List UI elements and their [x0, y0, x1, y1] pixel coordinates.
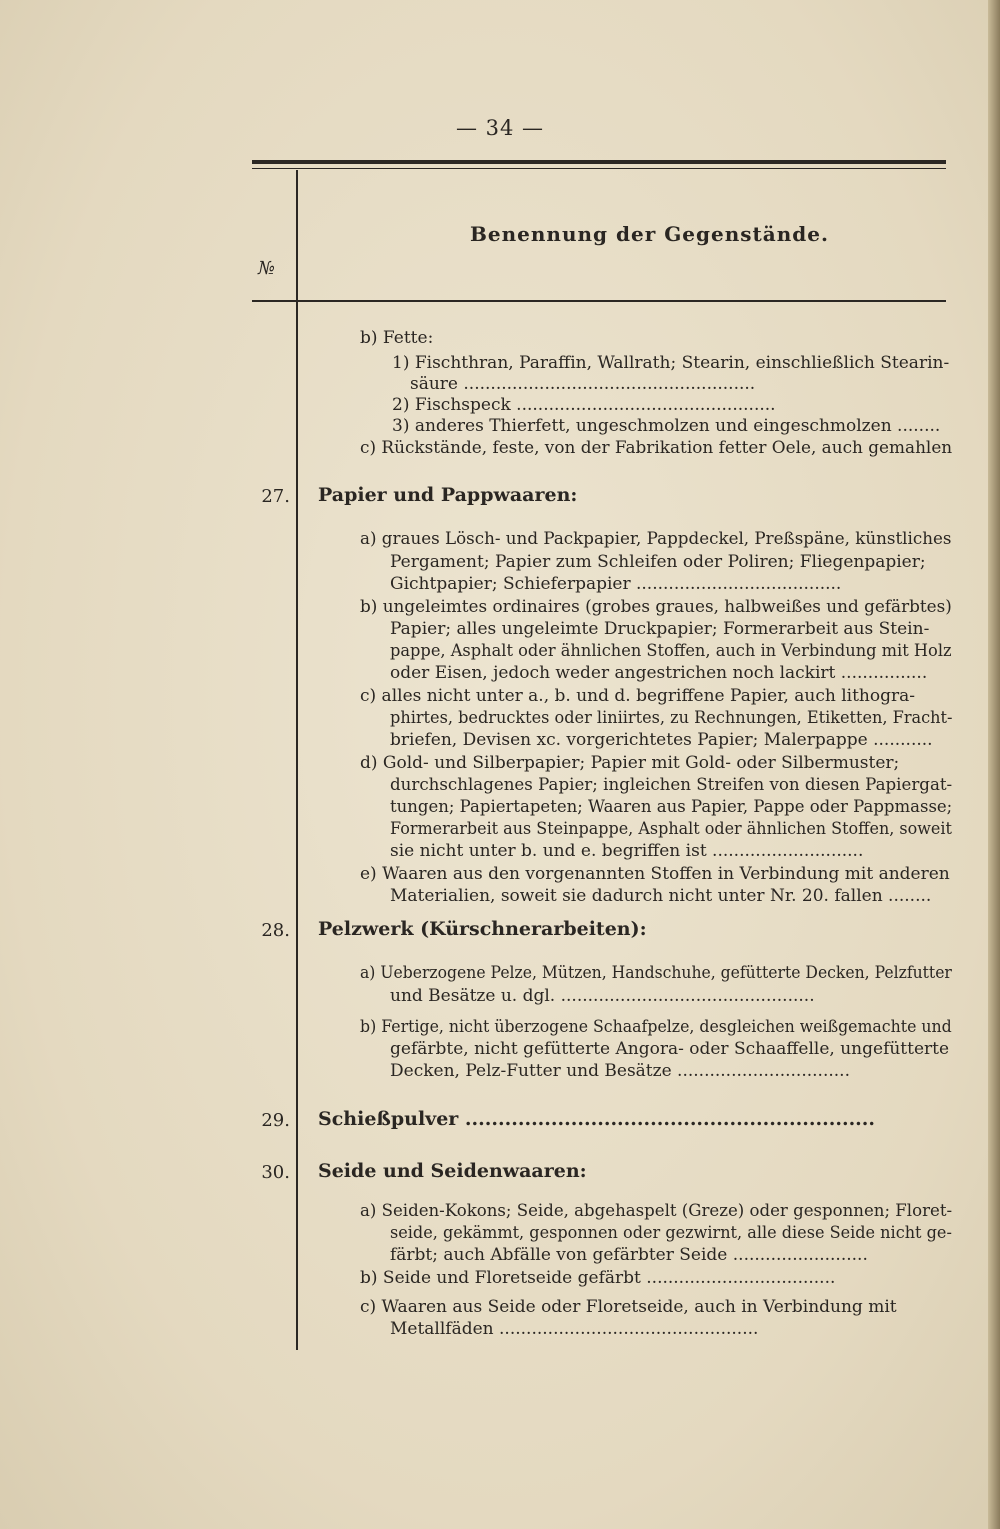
text-line: 3) anderes Thierfett, ungeschmolzen und eingeschmolzen ........ — [392, 416, 941, 436]
text-line: gefärbte, nicht gefütterte Angora- oder Schaaffelle, ungefütterte — [390, 1039, 950, 1059]
column-divider — [296, 170, 298, 1350]
page-edge — [988, 0, 1000, 1529]
text-line: durchschlagenes Papier; ingleichen Streifen von diesen Papiergat- — [390, 775, 953, 795]
text-line: b) Fette: — [360, 328, 434, 348]
text-line: Decken, Pelz-Futter und Besätze ................................ — [390, 1061, 850, 1081]
text-line: färbt; auch Abfälle von gefärbter Seide ......................... — [390, 1245, 868, 1265]
text-line: Formerarbeit aus Steinpappe, Asphalt oder ähnlichen Stoffen, soweit — [390, 819, 952, 839]
text-line: Papier; alles ungeleimte Druckpapier; Formerarbeit aus Stein- — [390, 619, 930, 639]
text-line: Materialien, soweit sie dadurch nicht unter Nr. 20. fallen ........ — [390, 886, 932, 906]
text-line: a) graues Lösch- und Packpapier, Pappdeckel, Preßspäne, künstliches — [360, 529, 952, 549]
text-line: a) Ueberzogene Pelze, Mützen, Handschuhe, gefütterte Decken, Pelzfutter — [360, 963, 952, 983]
text-line: c) Waaren aus Seide oder Floretseide, auch in Verbindung mit — [360, 1297, 897, 1317]
items-column-header: Benennung der Gegenstände. — [470, 222, 829, 246]
row-number-27: 27. — [261, 486, 290, 507]
page-number: — 34 — — [455, 116, 545, 140]
text-line: 2) Fischspeck ................................................ — [392, 395, 776, 415]
text-line: c) Rückstände, feste, von der Fabrikation fetter Oele, auch gemahlen — [360, 438, 953, 458]
text-line: b) Seide und Floretseide gefärbt ................................... — [360, 1268, 836, 1288]
section-heading: Schießpulver .............................................................. — [318, 1108, 876, 1130]
row-number-29: 29. — [261, 1110, 290, 1131]
text-line: b) ungeleimtes ordinaires (grobes graues, halbweißes und gefärbtes) — [360, 597, 952, 617]
table-top-rule-thin — [252, 168, 946, 169]
text-line: seide, gekämmt, gesponnen oder gezwirnt, alle diese Seide nicht ge- — [390, 1223, 952, 1243]
number-column-header: № — [258, 258, 276, 279]
text-line: 1) Fischthran, Paraffin, Wallrath; Stearin, einschließlich Stearin- — [392, 353, 950, 373]
text-line: c) alles nicht unter a., b. und d. begriffene Papier, auch lithogra- — [360, 686, 916, 706]
text-line: Metallfäden ................................................ — [390, 1319, 759, 1339]
row-number-30: 30. — [261, 1162, 290, 1183]
text-line: oder Eisen, jedoch weder angestrichen noch lackirt ................ — [390, 663, 928, 683]
text-line: pappe, Asphalt oder ähnlichen Stoffen, auch in Verbindung mit Holz — [390, 641, 952, 661]
text-line: a) Seiden-Kokons; Seide, abgehaspelt (Greze) oder gesponnen; Floret- — [360, 1201, 953, 1221]
section-heading: Seide und Seidenwaaren: — [318, 1160, 587, 1182]
section-heading: Papier und Pappwaaren: — [318, 484, 578, 506]
section-heading: Pelzwerk (Kürschnerarbeiten): — [318, 918, 647, 940]
text-line: phirtes, bedrucktes oder liniirtes, zu Rechnungen, Etiketten, Fracht- — [390, 708, 953, 728]
text-line: Gichtpapier; Schieferpapier ...................................... — [390, 574, 842, 594]
text-line: briefen, Devisen xc. vorgerichtetes Papier; Malerpappe ........... — [390, 730, 933, 750]
text-line: Pergament; Papier zum Schleifen oder Poliren; Fliegenpapier; — [390, 552, 926, 572]
row-number-28: 28. — [261, 920, 290, 941]
text-line: tungen; Papiertapeten; Waaren aus Papier, Pappe oder Pappmasse; — [390, 797, 953, 817]
table-header-rule — [252, 300, 946, 302]
text-line: e) Waaren aus den vorgenannten Stoffen in Verbindung mit anderen — [360, 864, 950, 884]
text-line: sie nicht unter b. und e. begriffen ist ............................ — [390, 841, 864, 861]
text-line: b) Fertige, nicht überzogene Schaafpelze, desgleichen weißgemachte und — [360, 1017, 952, 1037]
text-line: und Besätze u. dgl. ............................................... — [390, 986, 815, 1006]
text-line: d) Gold- und Silberpapier; Papier mit Gold- oder Silbermuster; — [360, 753, 900, 773]
text-line: säure ...................................................... — [410, 374, 756, 394]
table-top-rule — [252, 160, 946, 164]
